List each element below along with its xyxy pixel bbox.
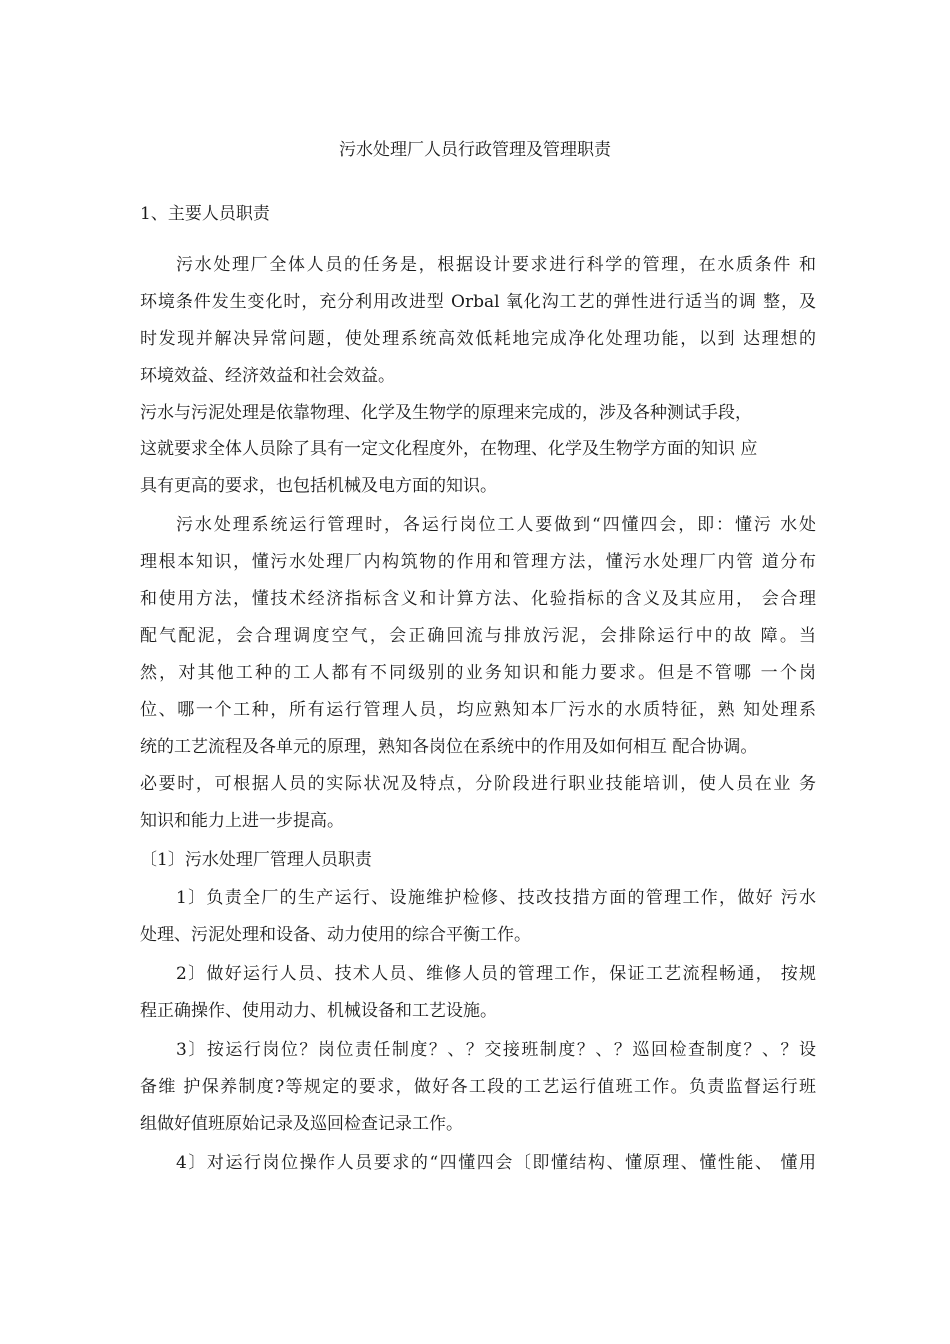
paragraph-line: 污水处理系统运行管理时，各运行岗位工人要做到“四懂四会，即：懂污 水处 xyxy=(176,515,816,535)
list-item-line: 1〕负责全厂的生产运行、设施维护检修、技改技措方面的管理工作，做好 污水 xyxy=(176,888,816,908)
paragraph-line: 理根本知识，懂污水处理厂内构筑物的作用和管理方法，懂污水处理厂内管 道分布 xyxy=(140,552,816,572)
paragraph-line: 污水处理厂全体人员的任务是，根据设计要求进行科学的管理，在水质条件 和 xyxy=(176,255,816,275)
paragraph-line: 这就要求全体人员除了具有一定文化程度外，在物理、化学及生物学方面的知识 应 xyxy=(140,439,758,459)
list-item-line: 程正确操作、使用动力、机械设备和工艺设施。 xyxy=(140,1001,497,1021)
paragraph-line: 位、哪一个工种，所有运行管理人员，均应熟知本厂污水的水质特征，熟 知处理系 xyxy=(140,700,816,720)
list-item-line: 2〕做好运行人员、技术人员、维修人员的管理工作，保证工艺流程畅通， 按规 xyxy=(176,964,816,984)
paragraph-line: 统的工艺流程及各单元的原理，熟知各岗位在系统中的作用及如何相互 配合协调。 xyxy=(140,737,758,757)
paragraph-line: 和使用方法，懂技术经济指标含义和计算方法、化验指标的含义及其应用， 会合理 xyxy=(140,589,816,609)
list-item-line: 处理、污泥处理和设备、动力使用的综合平衡工作。 xyxy=(140,925,531,945)
section-heading: 1、主要人员职责 xyxy=(140,204,270,224)
document-title: 污水处理厂人员行政管理及管理职责 xyxy=(339,140,611,160)
subsection-heading: 〔1〕污水处理厂管理人员职责 xyxy=(140,850,372,870)
list-item-line: 组做好值班原始记录及巡回检查记录工作。 xyxy=(140,1114,463,1134)
paragraph-line: 配气配泥，会合理调度空气，会正确回流与排放污泥，会排除运行中的故 障。当 xyxy=(140,626,816,646)
list-item-line: 3〕按运行岗位？岗位责任制度？、？交接班制度？、？巡回检查制度？、？设 xyxy=(176,1040,816,1060)
paragraph-line: 污水与污泥处理是依靠物理、化学及生物学的原理来完成的，涉及各种测试手段， xyxy=(140,403,752,423)
paragraph-line: 环境效益、经济效益和社会效益。 xyxy=(140,366,395,386)
paragraph-line: 具有更高的要求，也包括机械及电方面的知识。 xyxy=(140,476,497,496)
paragraph-line: 时发现并解决异常问题，使处理系统高效低耗地完成净化处理功能，以到 达理想的 xyxy=(140,329,816,349)
paragraph-line: 环境条件发生变化时，充分利用改进型 Orbal 氧化沟工艺的弹性进行适当的调 整，及 xyxy=(140,292,816,312)
list-item-line: 备维 护保养制度?等规定的要求，做好各工段的工艺运行值班工作。负责监督运行班 xyxy=(140,1077,816,1097)
paragraph-line: 必要时，可根据人员的实际状况及特点，分阶段进行职业技能培训，使人员在业 务 xyxy=(140,774,816,794)
paragraph-line: 然，对其他工种的工人都有不同级别的业务知识和能力要求。但是不管哪 一个岗 xyxy=(140,663,816,683)
list-item-line: 4〕对运行岗位操作人员要求的“四懂四会〔即懂结构、懂原理、懂性能、 懂用 xyxy=(176,1153,816,1173)
paragraph-line: 知识和能力上进一步提高。 xyxy=(140,811,344,831)
